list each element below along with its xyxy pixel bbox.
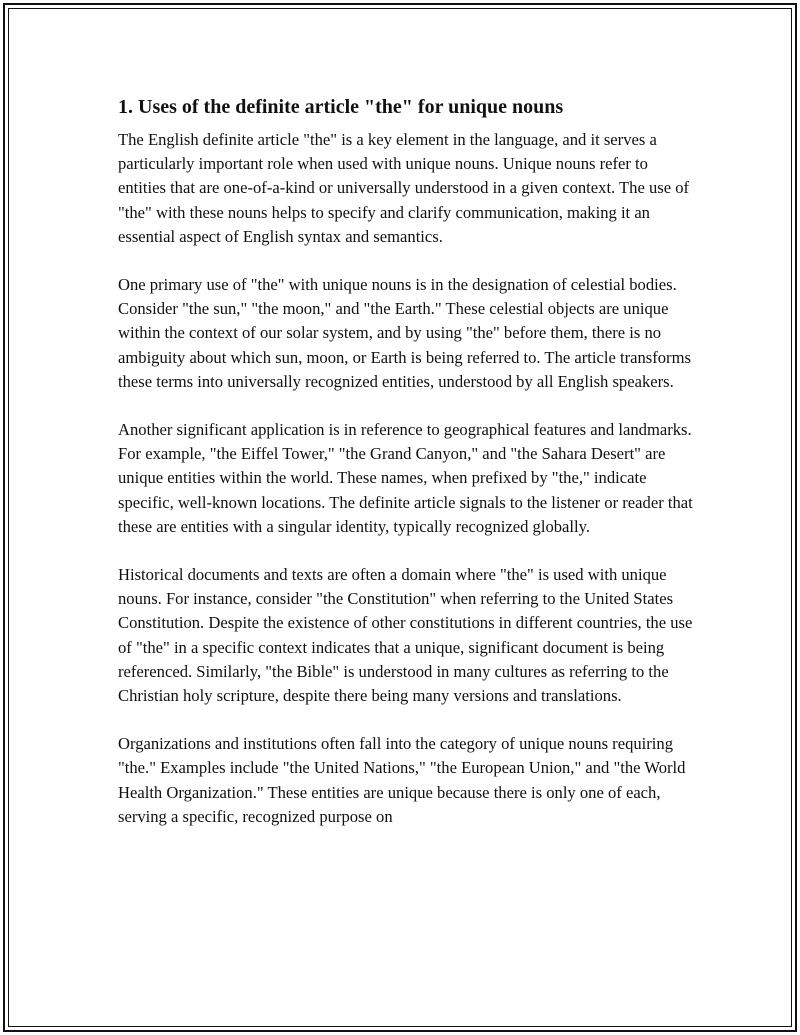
paragraph-celestial-bodies: One primary use of "the" with unique nouns is in the designation of celestial bodies. Consider "the sun," "the moon," and "the Earth." These celestial objects are unique within the context of our solar system, and by using "the" before them, there is no ambiguity about which sun, moon, or Earth is being referred to. The article transforms these terms into universally recognized entities, understood by all English speakers.	[118, 275, 691, 391]
paragraph-organizations: Organizations and institutions often fall into the category of unique nouns requiring "the." Examples include "the United Nations," "the European Union," and "the World Health Organization." These entities are unique because there is only one of each, serving a specific, recognized purpose on	[118, 734, 686, 826]
document-body	[118, 94, 698, 853]
section-heading: 1. Uses of the definite article "the" for unique nouns	[118, 96, 564, 118]
paragraph-geographical-features: Another significant application is in reference to geographical features and landmarks. For example, "the Eiffel Tower," "the Grand Canyon," and "the Sahara Desert" are unique entities within the world. These names, when prefixed by "the," indicate specific, well-known locations. The definite article signals to the listener or reader that these are entities with a singular identity, typically recognized globally.	[118, 420, 693, 536]
paragraph-historical-documents: Historical documents and texts are often a domain where "the" is used with unique nouns. For instance, consider "the Constitution" when referring to the United States Constitution. Despite the existence of other constitutions in different countries, the use of "the" in a specific context indicates that a unique, significant document is being referenced. Similarly, "the Bible" is understood in many cultures as referring to the Christian holy scripture, despite there being many versions and translations.	[118, 565, 693, 706]
paragraph-intro: The English definite article "the" is a key element in the language, and it serves a particularly important role when used with unique nouns. Unique nouns refer to entities that are one-of-a-kind or universally understood in a given context. The use of "the" with these nouns helps to specify and clarify communication, making it an essential aspect of English syntax and semantics.	[118, 130, 690, 246]
